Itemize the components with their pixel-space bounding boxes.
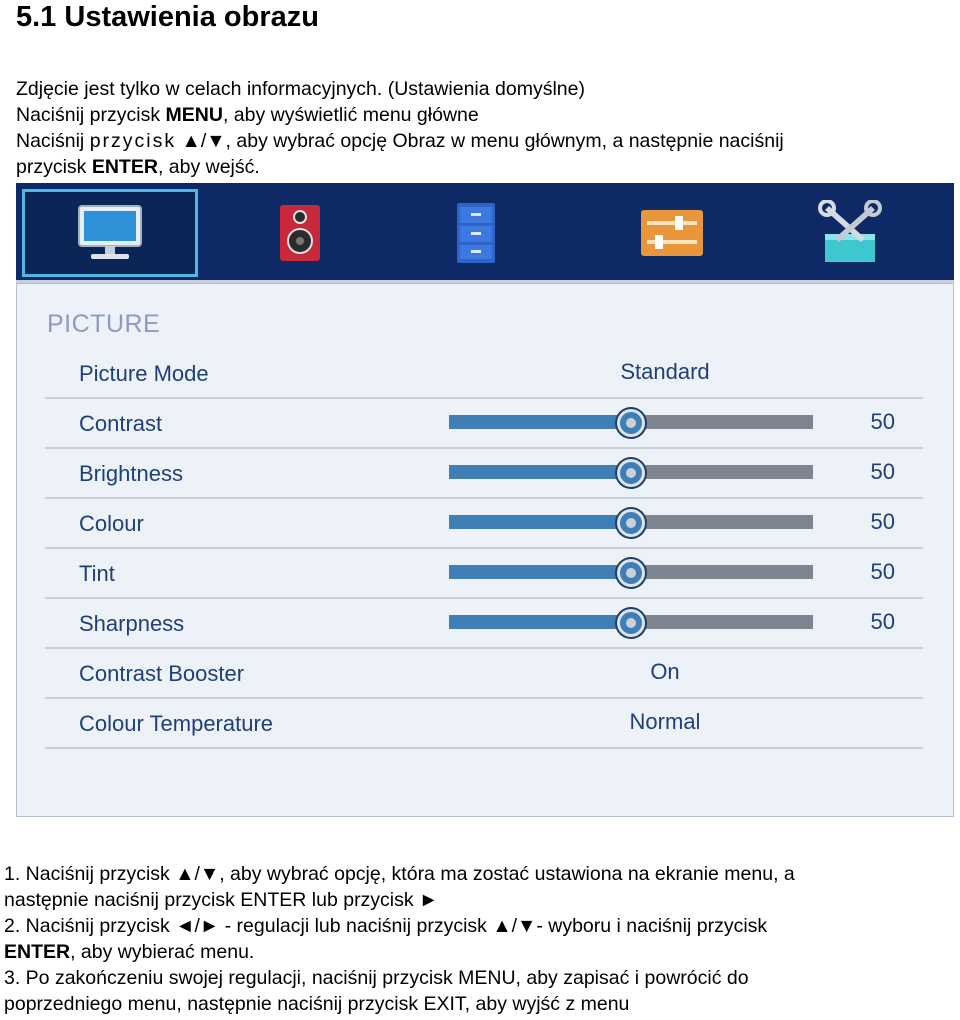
step-2-line-1: 2. Naciśnij przycisk ◄/► - regulacji lub naciśnij przycisk ▲/▼- wyboru i naciśnij przycisk: [4, 915, 768, 937]
intro-text: [16, 76, 946, 180]
row-value: Normal: [629, 709, 701, 734]
step-3-line-1: 3. Po zakończeniu swojej regulacji, naciśnij przycisk MENU, aby zapisać i powrócić do: [4, 967, 749, 989]
slider-fill: [449, 415, 631, 429]
intro-line-3-c: ▲/▼, aby wybrać opcję Obraz w menu głównym, a następnie naciśnij: [176, 130, 784, 152]
menu-row-colour[interactable]: [45, 497, 923, 549]
row-number: 50: [870, 509, 895, 534]
step-2-line-2-rest: , aby wybierać menu.: [70, 941, 255, 963]
menu-row-contrast-booster[interactable]: [45, 647, 923, 699]
slider-fill: [449, 465, 631, 479]
tab-sound[interactable]: [212, 189, 388, 277]
instruction-steps: [4, 861, 956, 1017]
menu-row-sharpness[interactable]: [45, 597, 923, 649]
step-1-line-1: 1. Naciśnij przycisk ▲/▼, aby wybrać opcję, która ma zostać ustawiona na ekranie menu, a: [4, 863, 795, 885]
colour-slider[interactable]: [449, 515, 813, 533]
intro-menu-key: MENU: [165, 104, 223, 126]
row-number: 50: [870, 459, 895, 484]
intro-line-4-c: , aby wejść.: [157, 156, 260, 178]
menu-row-brightness[interactable]: [45, 447, 923, 499]
brightness-slider[interactable]: [449, 465, 813, 483]
tools-icon: [815, 200, 885, 266]
row-label: Colour Temperature: [79, 711, 274, 736]
row-number: 50: [870, 559, 895, 584]
slider-knob[interactable]: [617, 609, 645, 637]
intro-line-2-a: Naciśnij przycisk: [16, 104, 166, 126]
step-2-enter-key: ENTER: [4, 941, 71, 963]
intro-line-3: [16, 128, 946, 154]
speaker-icon: [275, 201, 325, 265]
slider-knob[interactable]: [617, 409, 645, 437]
sharpness-slider[interactable]: [449, 615, 813, 633]
intro-enter-key: ENTER: [91, 156, 158, 178]
row-label: Sharpness: [79, 611, 185, 636]
row-label: Brightness: [79, 461, 183, 486]
slider-knob[interactable]: [617, 509, 645, 537]
row-label: Contrast: [79, 411, 163, 436]
tab-picture[interactable]: [22, 189, 198, 277]
menu-title: PICTURE: [47, 310, 161, 338]
intro-line-3-b: przycisk: [89, 130, 177, 152]
row-label: Tint: [79, 561, 115, 586]
tab-tools[interactable]: [762, 189, 938, 277]
step-3-line-2: poprzedniego menu, następnie naciśnij przycisk EXIT, aby wyjść z menu: [4, 993, 630, 1015]
equalizer-icon: [639, 206, 705, 260]
row-label: Contrast Booster: [79, 661, 245, 686]
tab-setup[interactable]: [584, 189, 760, 277]
contrast-slider[interactable]: [449, 415, 813, 433]
step-1-line-2: następnie naciśnij przycisk ENTER lub przycisk ►: [4, 889, 439, 911]
slider-knob[interactable]: [617, 559, 645, 587]
intro-line-1: Zdjęcie jest tylko w celach informacyjnych. (Ustawienia domyślne): [16, 78, 585, 100]
tint-slider[interactable]: [449, 565, 813, 583]
slider-fill: [449, 565, 631, 579]
row-value: Standard: [620, 359, 710, 384]
intro-line-4: [16, 154, 946, 180]
menu-row-contrast[interactable]: [45, 397, 923, 449]
menu-row-tint[interactable]: [45, 547, 923, 599]
step-2-line-2: [4, 939, 956, 965]
intro-line-2-c: , aby wyświetlić menu główne: [222, 104, 479, 126]
cabinet-icon: [451, 201, 501, 265]
row-label: Picture Mode: [79, 361, 209, 386]
row-value: On: [650, 659, 680, 684]
row-label: Colour: [79, 511, 144, 536]
tab-channel[interactable]: [388, 189, 564, 277]
slider-fill: [449, 515, 631, 529]
menu-row-colour-temperature[interactable]: [45, 697, 923, 749]
picture-menu-panel: [16, 283, 954, 817]
menu-row-picture-mode[interactable]: [45, 347, 923, 399]
intro-line-2: [16, 102, 946, 128]
page-heading: 5.1 Ustawienia obrazu: [16, 1, 319, 33]
tv-menu-screenshot: [16, 183, 954, 817]
monitor-icon: [75, 202, 145, 264]
row-number: 50: [870, 409, 895, 434]
slider-knob[interactable]: [617, 459, 645, 487]
slider-fill: [449, 615, 631, 629]
row-number: 50: [870, 609, 895, 634]
menu-tab-bar: [16, 183, 954, 283]
intro-line-3-a: Naciśnij: [16, 130, 90, 152]
intro-line-4-a: przycisk: [16, 156, 92, 178]
